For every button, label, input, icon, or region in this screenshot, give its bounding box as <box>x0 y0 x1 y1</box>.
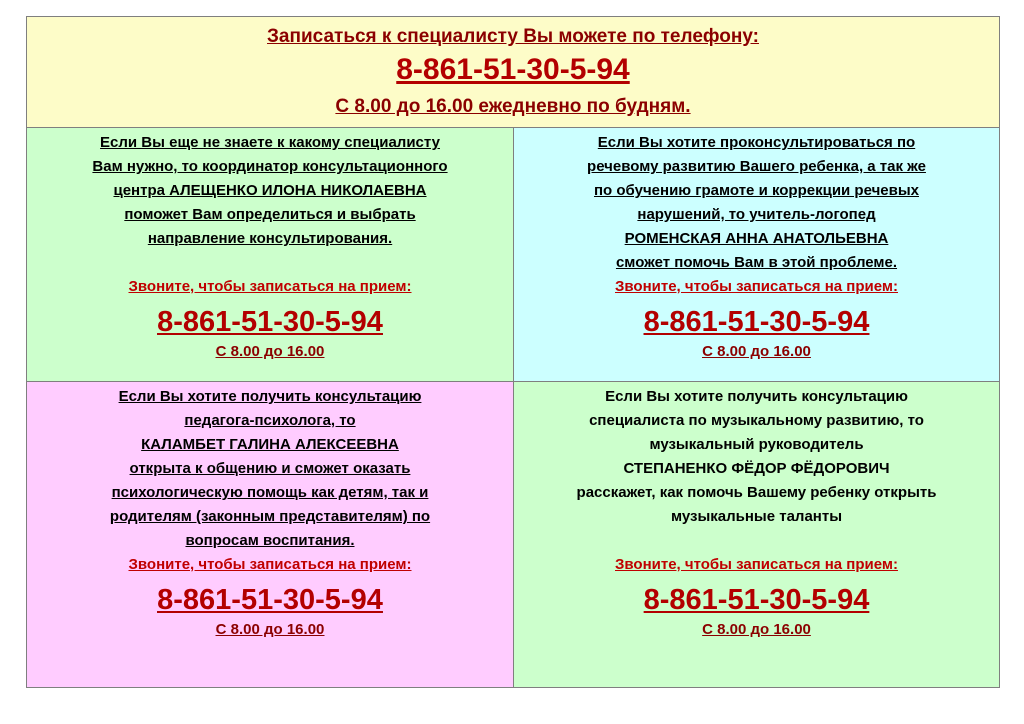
cell-coordinator <box>27 128 514 382</box>
text-line: Если Вы хотите проконсультироваться по <box>597 134 916 151</box>
text-line: РОМЕНСКАЯ АННА АНАТОЛЬЕВНА <box>624 230 889 247</box>
call-to-action: Звоните, чтобы записаться на прием: <box>615 278 898 295</box>
text-line: специалиста по музыкальному развитию, то <box>589 412 924 429</box>
call-to-action: Звоните, чтобы записаться на прием: <box>615 556 898 573</box>
working-hours: С 8.00 до 16.00 <box>215 343 325 360</box>
text-line: КАЛАМБЕТ ГАЛИНА АЛЕКСЕЕВНА <box>141 436 399 453</box>
consultation-notice-table <box>26 16 1000 688</box>
text-line: педагога-психолога, то <box>184 412 356 429</box>
text-line: психологическую помощь как детям, так и <box>111 484 429 501</box>
text-line: музыкальный руководитель <box>649 436 864 453</box>
cell-psychologist <box>27 382 514 687</box>
text-line: Если Вы хотите получить консультацию <box>605 388 908 405</box>
call-to-action: Звоните, чтобы записаться на прием: <box>128 556 412 573</box>
text-line: речевому развитию Вашего ребенка, а так же <box>587 158 926 175</box>
text-line: сможет помочь Вам в этой проблеме. <box>615 254 898 271</box>
call-to-action: Звоните, чтобы записаться на прием: <box>128 278 412 295</box>
text-line: СТЕПАНЕНКО ФЁДОР ФЁДОРОВИЧ <box>623 460 890 477</box>
cell-music-director <box>514 382 999 687</box>
speech-therapist-description <box>514 131 999 362</box>
coordinator-description <box>27 131 513 362</box>
phone-number: 8-861-51-30-5-94 <box>643 584 870 616</box>
phone-number: 8-861-51-30-5-94 <box>643 306 870 338</box>
music-director-description <box>514 385 999 640</box>
cell-speech-therapist <box>514 128 999 382</box>
header-intro-text: Записаться к специалисту Вы можете по телефону: <box>267 26 759 47</box>
text-line: направление консультирования. <box>147 230 393 247</box>
text-line: Если Вы еще не знаете к какому специалисту <box>100 134 440 151</box>
working-hours: С 8.00 до 16.00 <box>215 621 325 638</box>
text-line: вопросам воспитания. <box>185 532 355 549</box>
header-working-hours: С 8.00 до 16.00 ежедневно по будням. <box>335 96 691 117</box>
text-line: центра АЛЕЩЕНКО ИЛОНА НИКОЛАЕВНА <box>113 182 427 199</box>
text-line: по обучению грамоте и коррекции речевых <box>594 182 919 199</box>
phone-number: 8-861-51-30-5-94 <box>157 306 383 338</box>
text-line: нарушений, то учитель-логопед <box>637 206 876 223</box>
psychologist-description <box>27 385 513 640</box>
header-banner <box>27 17 999 128</box>
text-line: родителям (законным представителям) по <box>109 508 431 525</box>
text-line: Если Вы хотите получить консультацию <box>118 388 422 405</box>
text-line: поможет Вам определиться и выбрать <box>124 206 416 223</box>
text-line: открыта к общению и сможет оказать <box>129 460 411 477</box>
working-hours: С 8.00 до 16.00 <box>702 621 811 638</box>
text-line: музыкальные таланты <box>670 508 843 525</box>
working-hours: С 8.00 до 16.00 <box>702 343 811 360</box>
phone-number: 8-861-51-30-5-94 <box>157 584 383 616</box>
header-phone-number: 8-861-51-30-5-94 <box>396 53 630 86</box>
text-line: расскажет, как помочь Вашему ребенку открыть <box>576 484 937 501</box>
text-line: Вам нужно, то координатор консультационного <box>92 158 448 175</box>
